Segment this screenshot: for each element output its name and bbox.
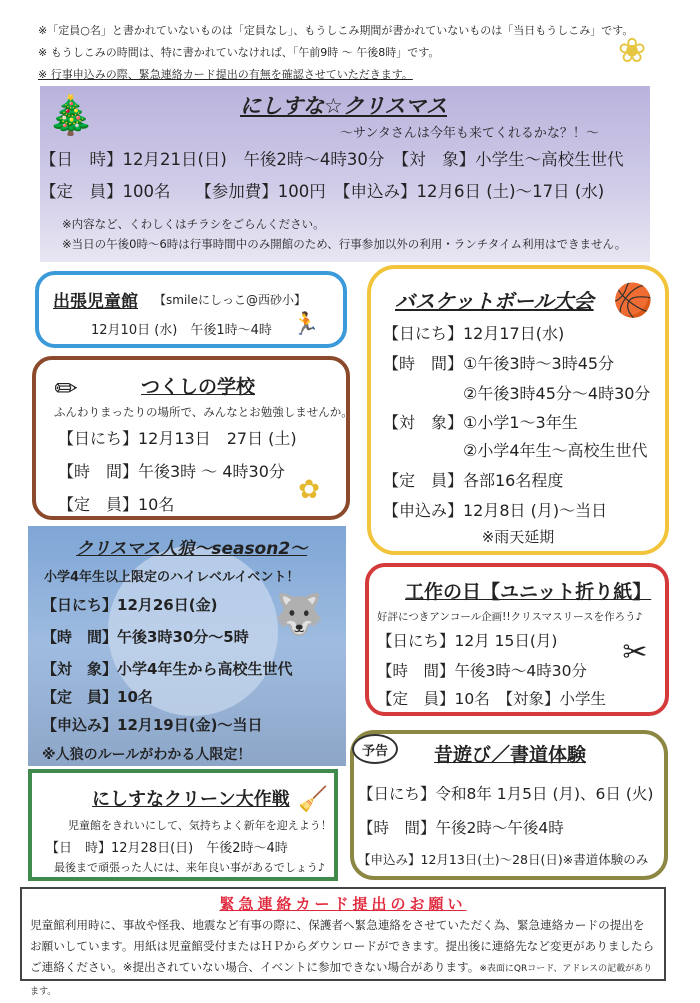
christmas-note-1: ※内容など、くわしくはチラシをごらんください。 xyxy=(62,217,325,231)
outreach-box xyxy=(35,271,347,348)
basketball-date: 【日にち】12月17日(水) xyxy=(383,324,565,343)
note-capacity: ※「定員○名」と書かれていないものは「定員なし」、もうしこみ期間が書かれていないものは「当日もうしこみ」です。 xyxy=(38,24,634,37)
tsukushi-box xyxy=(32,356,353,520)
emergency-title: 緊急連絡カード提出のお願い xyxy=(219,895,467,913)
tsukushi-capacity: 【定 員】10名 xyxy=(58,495,175,514)
children-running-icon: 🏃 xyxy=(292,311,320,337)
christmas-datetime-row: 【日 時】12月21日(日) 午後2時～4時30分 【対 象】小学生～高校生世代 xyxy=(40,150,624,169)
oldgames-apply: 【申込み】12月13日(土)～28日(日)※書道体験のみ xyxy=(358,852,649,867)
craft-capacity: 【定 員】10名 【対象】小学生 xyxy=(377,690,606,708)
werewolf-apply: 【申込み】12月19日(金)～当日 xyxy=(42,716,263,734)
oldgames-box xyxy=(350,730,668,880)
emergency-box xyxy=(20,887,666,997)
werewolf-time: 【時 間】午後3時30分～5時 xyxy=(42,628,249,646)
werewolf-panel xyxy=(28,526,346,766)
werewolf-capacity: 【定 員】10名 xyxy=(42,688,153,706)
emergency-small-note: ※表面にQRコード、アドレスの記載があります。 xyxy=(30,964,653,997)
craft-time: 【時 間】午後3時～4時30分 xyxy=(377,662,587,680)
christmas-title: にしすな☆クリスマス xyxy=(240,94,447,118)
werewolf-date: 【日にち】12月26日(金) xyxy=(42,596,218,614)
oldgames-date: 【日にち】令和8年 1月5日 (月)、6日 (火) xyxy=(358,785,654,803)
note-emergency-card: ※ 行事申込みの際、緊急連絡カード提出の有無を確認させていただきます。 xyxy=(38,68,413,81)
emergency-body: 児童館利用時に、事故や怪我、地震など有事の際に、保護者へ緊急連絡をさせていただく為、緊急連絡カードの提出をお願いしています。用紙は児童館受付またはＨＰからダウンロードができます。提出後に連絡先など変更がありましたらご連絡ください。※提出されていない場合、イベントに参加できない場合があります。 xyxy=(30,918,655,974)
craft-box xyxy=(365,563,669,716)
christmas-capacity-row: 【定 員】100名 【参加費】100円 【申込み】12月6日 (土)～17日 (水) xyxy=(40,182,605,201)
broom-icon: 🧹 xyxy=(298,785,328,813)
tsukushi-desc: ふんわりまったりの場所で、みんなとお勉強しませんか。 xyxy=(54,405,353,419)
notice-badge: 予告 xyxy=(352,734,398,764)
basketball-capacity: 【定 員】各部16名程度 xyxy=(383,471,564,490)
tsukushi-title: つくしの学校 xyxy=(141,376,256,398)
clean-note: 最後まで頑張った人には、来年良い事があるでしょう♪ xyxy=(54,861,325,874)
christmas-subtitle: ～サンタさんは今年も来てくれるかな？！～ xyxy=(340,126,599,141)
tsukushi-time: 【時 間】午後3時 ～ 4時30分 xyxy=(58,462,285,481)
clean-lead: 児童館をきれいにして、気持ちよく新年を迎えよう！ xyxy=(68,819,332,832)
note-hours: ※ もうしこみの時間は、特に書かれていなければ、「午前9時 ～ 午後8時」です。 xyxy=(38,46,440,59)
clean-box xyxy=(28,769,338,881)
oldgames-title: 昔遊び／書道体験 xyxy=(434,744,587,766)
basketball-target-2: ②小学4年生～高校生世代 xyxy=(383,441,648,460)
basketball-apply: 【申込み】12月8日 (月)～当日 xyxy=(383,501,608,520)
basketball-target-1: 【対 象】①小学1～3年生 xyxy=(383,413,578,432)
outreach-date: 12月10日 (水) 午後1時～4時 xyxy=(91,323,272,338)
tsukushi-date: 【日にち】12月13日 27日 (土) xyxy=(58,429,297,448)
basketball-box xyxy=(367,265,669,555)
outreach-title: 出張児童館 xyxy=(53,292,138,312)
basketball-rain-note: ※雨天延期 xyxy=(481,528,555,546)
sprout-icon: ✿ xyxy=(298,475,320,505)
basketball-title: バスケットボール大会 xyxy=(395,289,594,313)
scissors-tools-icon: ✂ xyxy=(622,634,648,670)
basketball-hoop-icon: 🏀 xyxy=(613,281,653,319)
christmas-banner xyxy=(40,86,650,262)
butterfly-icon: ❀ xyxy=(617,31,647,71)
craft-lead: 好評につきアンコール企画!!クリスマスリースを作ろう♪ xyxy=(377,611,643,623)
kids-pencil-icon: ✏ xyxy=(54,371,78,405)
craft-date: 【日にち】12月 15日(月) xyxy=(377,632,558,650)
oldgames-time: 【時 間】午後2時～午後4時 xyxy=(358,819,564,837)
basketball-time-1: 【時 間】①午後3時～3時45分 xyxy=(383,354,615,373)
christmas-note-2: ※当日の午後0時～6時は行事時間中のみ開館のため、行事参加以外の利用・ランチタイム利用はできません。 xyxy=(62,237,627,251)
werewolf-lead: 小学4年生以上限定のハイレベルイベント！ xyxy=(44,570,300,585)
werewolf-note: ※人狼のルールがわかる人限定！ xyxy=(42,747,252,763)
clean-datetime: 【日 時】12月28日(日) 午後2時～4時 xyxy=(46,841,288,856)
outreach-place: 【smileにしっこ@西砂小】 xyxy=(154,293,306,307)
werewolf-title: クリスマス人狼～season2～ xyxy=(76,539,308,559)
wolf-icon: 🐺 xyxy=(274,591,324,638)
werewolf-target: 【対 象】小学4年生から高校生世代 xyxy=(42,660,293,678)
christmas-tree-icon: 🎄 xyxy=(47,93,95,137)
basketball-time-2: ②午後3時45分～4時30分 xyxy=(383,384,651,403)
clean-title: にしすなクリーン大作戦 xyxy=(92,789,290,810)
craft-title: 工作の日【ユニット折り紙】 xyxy=(405,581,652,603)
